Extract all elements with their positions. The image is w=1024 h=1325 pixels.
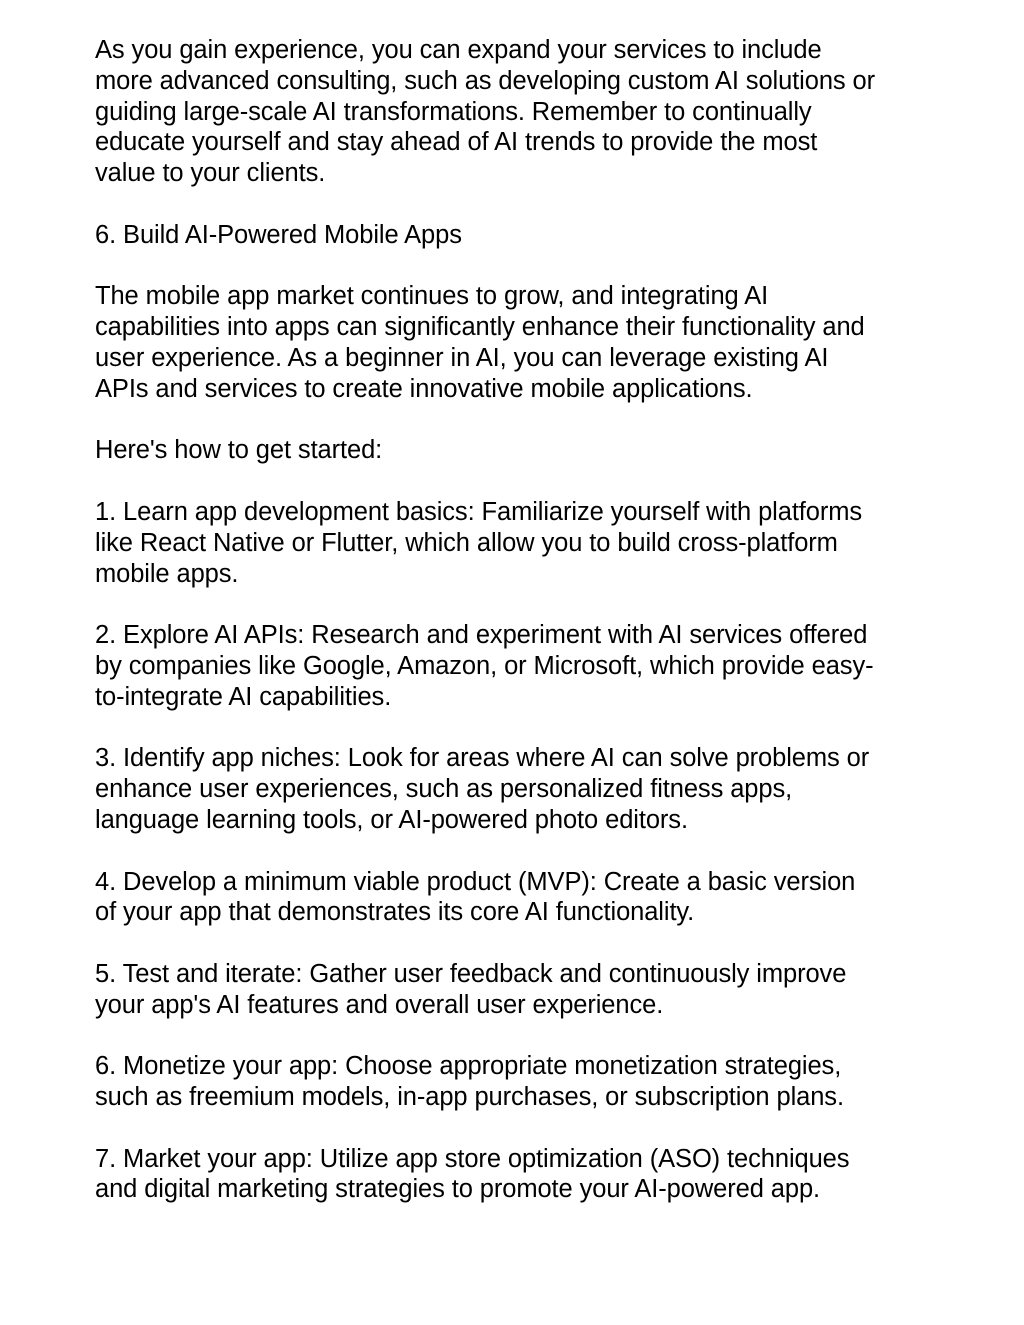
text-line: educate yourself and stay ahead of AI trends to provide the most xyxy=(95,128,818,157)
text-line: APIs and services to create innovative mobile applications. xyxy=(95,374,753,403)
text-line: capabilities into apps can significantly enhance their functionality and xyxy=(95,313,865,342)
text-line: Here's how to get started: xyxy=(95,436,383,465)
step-item-2 xyxy=(95,620,930,712)
document-body xyxy=(95,35,930,1236)
text-line: to-integrate AI capabilities. xyxy=(95,682,392,711)
step-item-7 xyxy=(95,1144,930,1206)
step-item-3 xyxy=(95,743,930,835)
text-line: enhance user experiences, such as personalized fitness apps, xyxy=(95,775,793,804)
text-line: mobile apps. xyxy=(95,559,239,588)
step-item-6 xyxy=(95,1051,930,1113)
text-line: more advanced consulting, such as developing custom AI solutions or xyxy=(95,66,876,95)
text-line: and digital marketing strategies to promote your AI-powered app. xyxy=(95,1175,821,1204)
text-line: your app's AI features and overall user experience. xyxy=(95,990,664,1019)
text-line: The mobile app market continues to grow, and integrating AI xyxy=(95,282,769,311)
text-line: language learning tools, or AI-powered photo editors. xyxy=(95,805,688,834)
text-line: guiding large-scale AI transformations. Remember to continually xyxy=(95,97,812,126)
text-line: 2. Explore AI APIs: Research and experiment with AI services offered xyxy=(95,621,868,650)
text-line: 7. Market your app: Utilize app store optimization (ASO) techniques xyxy=(95,1144,850,1173)
step-item-5 xyxy=(95,959,930,1021)
text-line: of your app that demonstrates its core AI functionality. xyxy=(95,898,695,927)
text-line: 6. Monetize your app: Choose appropriate monetization strategies, xyxy=(95,1052,842,1081)
steps-lead-in xyxy=(95,435,930,466)
intro-paragraph xyxy=(95,35,930,189)
text-line: value to your clients. xyxy=(95,159,326,188)
section-heading xyxy=(95,220,930,251)
step-item-4 xyxy=(95,867,930,929)
text-line: like React Native or Flutter, which allow you to build cross-platform xyxy=(95,528,838,557)
text-line: 3. Identify app niches: Look for areas where AI can solve problems or xyxy=(95,744,870,773)
step-item-1 xyxy=(95,497,930,589)
text-line: user experience. As a beginner in AI, you can leverage existing AI xyxy=(95,343,829,372)
text-line: As you gain experience, you can expand your services to include xyxy=(95,36,822,64)
text-line: 1. Learn app development basics: Familiarize yourself with platforms xyxy=(95,497,863,526)
text-line: 6. Build AI-Powered Mobile Apps xyxy=(95,220,462,249)
text-line: 4. Develop a minimum viable product (MVP): Create a basic version xyxy=(95,867,856,896)
section-intro-paragraph xyxy=(95,281,930,404)
text-line: 5. Test and iterate: Gather user feedback and continuously improve xyxy=(95,959,847,988)
text-line: by companies like Google, Amazon, or Microsoft, which provide easy- xyxy=(95,651,874,680)
text-line: such as freemium models, in-app purchases, or subscription plans. xyxy=(95,1083,844,1112)
